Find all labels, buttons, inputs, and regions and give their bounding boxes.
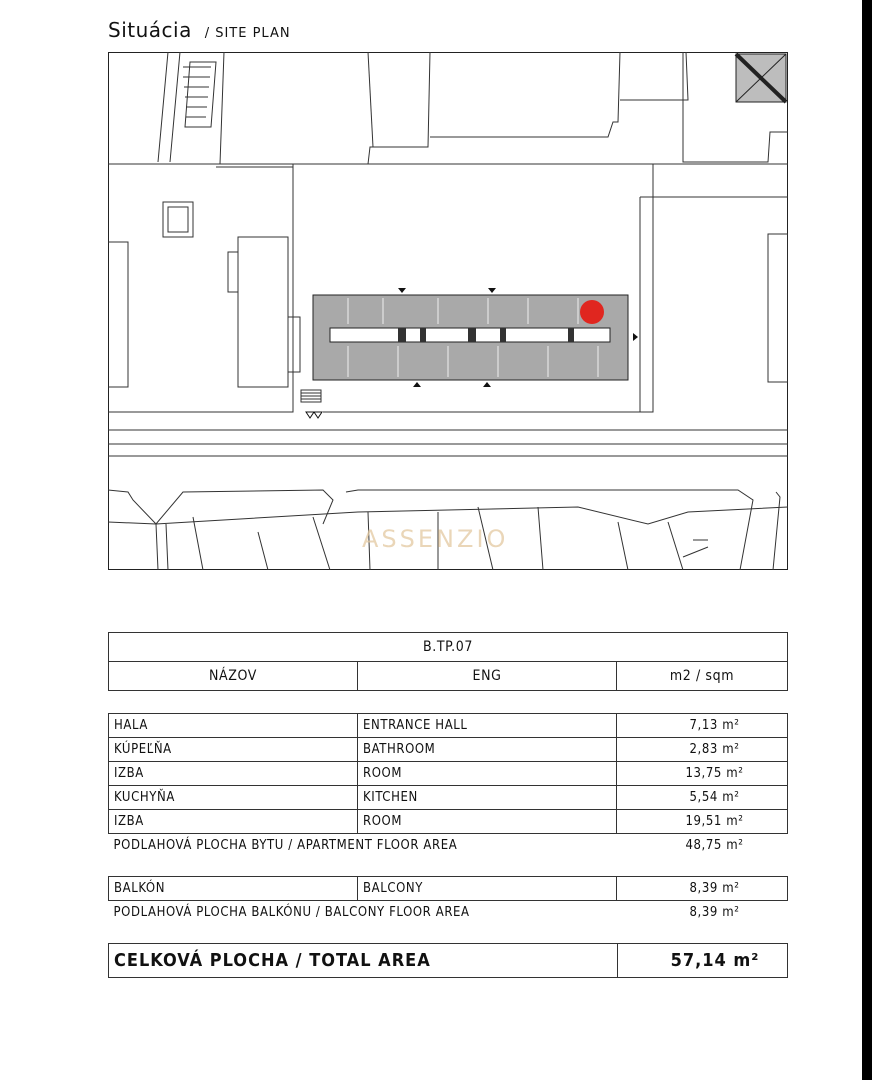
- balcony-area-value: 8,39 m²: [689, 905, 740, 920]
- col-header-name: NÁZOV: [109, 662, 358, 691]
- table-row: [109, 738, 788, 762]
- total-table: [108, 943, 788, 978]
- balcony-name-sk: BALKÓN: [109, 877, 358, 901]
- site-plan-drawing: [108, 52, 788, 570]
- total-row: [109, 944, 788, 978]
- room-area: 7,13 m²: [617, 714, 788, 738]
- room-area: 2,83 m²: [617, 738, 788, 762]
- room-name-en: ROOM: [358, 762, 617, 786]
- room-name-en: ENTRANCE HALL: [358, 714, 617, 738]
- room-name-sk: KÚPEĽŇA: [109, 738, 358, 762]
- title-text: Situácia: [108, 18, 192, 42]
- unit-location-marker: [580, 300, 604, 324]
- page-title: [108, 18, 291, 42]
- room-area: 19,51 m²: [617, 810, 788, 834]
- total-value: 57,14 m²: [618, 944, 788, 978]
- col-header-area: m2 / sqm: [617, 662, 788, 691]
- table-row: [109, 714, 788, 738]
- balcony-area-row: [109, 901, 788, 925]
- room-area: 5,54 m²: [617, 786, 788, 810]
- col-header-eng: ENG: [358, 662, 617, 691]
- room-name-sk: HALA: [109, 714, 358, 738]
- balcony-area-label: PODLAHOVÁ PLOCHA BALKÓNU / BALCONY FLOOR AREA: [113, 905, 470, 920]
- table-row: [109, 762, 788, 786]
- unit-code: B.TP.07: [109, 633, 788, 662]
- page-edge-bar: [862, 0, 872, 1080]
- room-name-sk: IZBA: [109, 810, 358, 834]
- apartment-area-value: 48,75 m²: [685, 838, 744, 853]
- rooms-table: [108, 713, 788, 857]
- watermark-logo: ASSENZIO: [362, 525, 509, 553]
- room-name-en: KITCHEN: [358, 786, 617, 810]
- room-area: 13,75 m²: [617, 762, 788, 786]
- room-name-en: ROOM: [358, 810, 617, 834]
- site-plan: [108, 52, 788, 570]
- apartment-area-row: [109, 834, 788, 858]
- balcony-table: [108, 876, 788, 924]
- table-row: [109, 877, 788, 901]
- total-label: CELKOVÁ PLOCHA / TOTAL AREA: [109, 944, 618, 978]
- apartment-area-label: PODLAHOVÁ PLOCHA BYTU / APARTMENT FLOOR AREA: [113, 838, 458, 853]
- balcony-area: 8,39 m²: [617, 877, 788, 901]
- room-name-sk: IZBA: [109, 762, 358, 786]
- table-row: [109, 810, 788, 834]
- room-name-sk: KUCHYŇA: [109, 786, 358, 810]
- room-name-en: BATHROOM: [358, 738, 617, 762]
- title-subtitle: / SITE PLAN: [204, 26, 291, 41]
- table-row: [109, 786, 788, 810]
- area-table-header: [108, 632, 788, 691]
- balcony-name-en: BALCONY: [358, 877, 617, 901]
